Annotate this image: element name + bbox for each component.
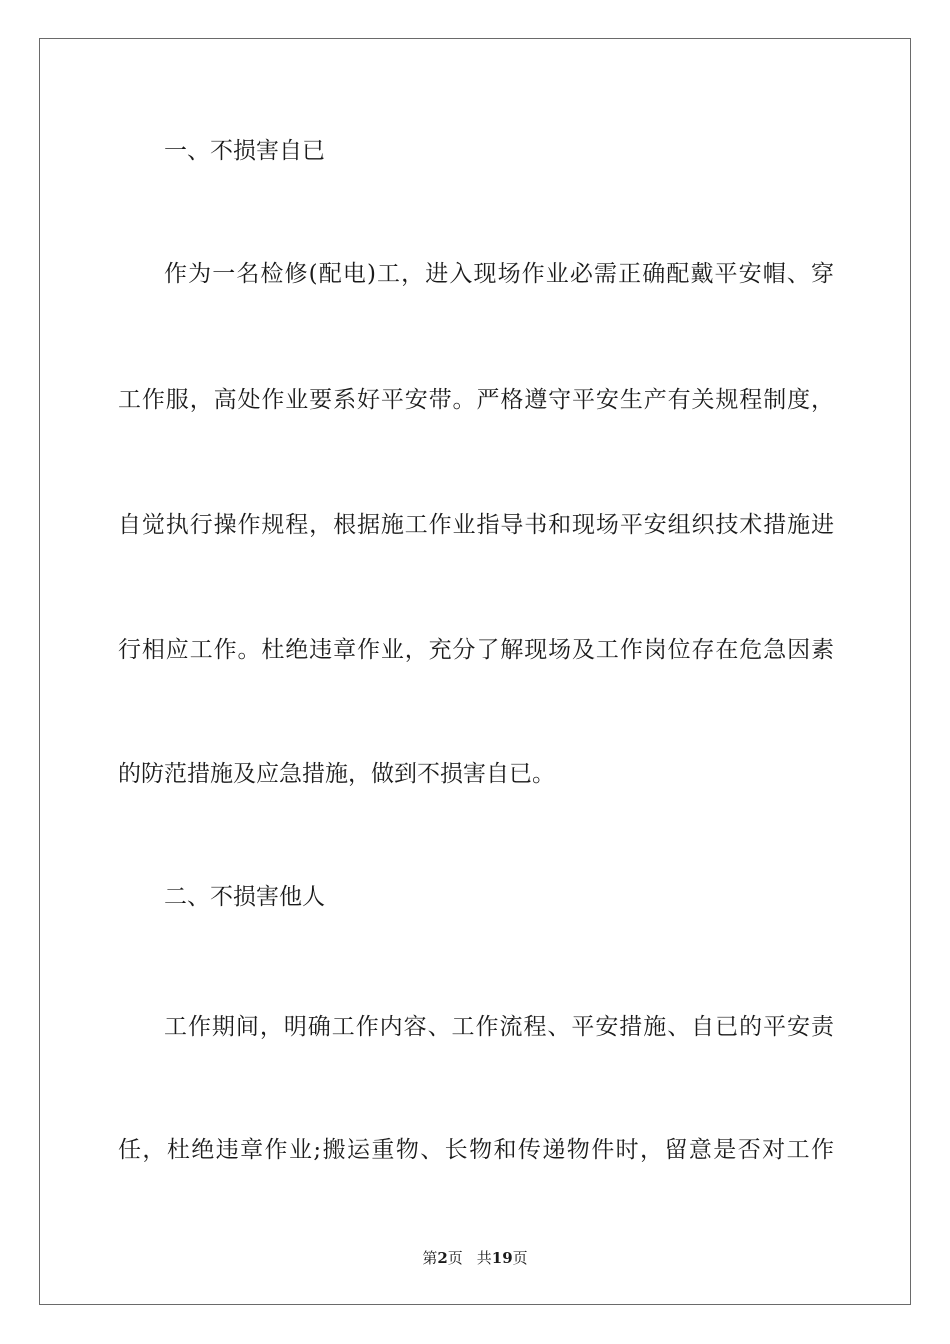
paragraph-1-line-3: 自觉执行操作规程，根据施工作业指导书和现场平安组织技术措施进 [118,512,834,538]
page-frame [39,38,911,1305]
paragraph-1-line-1: 作为一名检修(配电)工，进入现场作业必需正确配戴平安帽、穿 [164,261,834,287]
section-heading-1: 一、不损害自已 [164,138,325,164]
total-label-prefix: 共 [476,1249,492,1267]
page-label-prefix: 第 [422,1249,438,1267]
page-label-suffix: 页 [447,1249,463,1267]
total-label-suffix: 页 [512,1249,528,1267]
paragraph-1-line-4: 行相应工作。杜绝违章作业，充分了解现场及工作岗位存在危急因素 [118,637,834,663]
paragraph-2-line-1: 工作期间，明确工作内容、工作流程、平安措施、自已的平安责 [164,1014,834,1040]
paragraph-1-line-2: 工作服，高处作业要系好平安带。严格遵守平安生产有关规程制度， [118,387,834,413]
page-footer [0,1248,950,1268]
total-pages: 19 [491,1249,513,1267]
paragraph-1-line-5: 的防范措施及应急措施，做到不损害自已。 [118,761,555,787]
section-heading-2: 二、不损害他人 [164,884,325,910]
page-number: 2 [437,1249,448,1267]
paragraph-2-line-2: 任，杜绝违章作业;搬运重物、长物和传递物件时，留意是否对工作 [118,1137,834,1163]
